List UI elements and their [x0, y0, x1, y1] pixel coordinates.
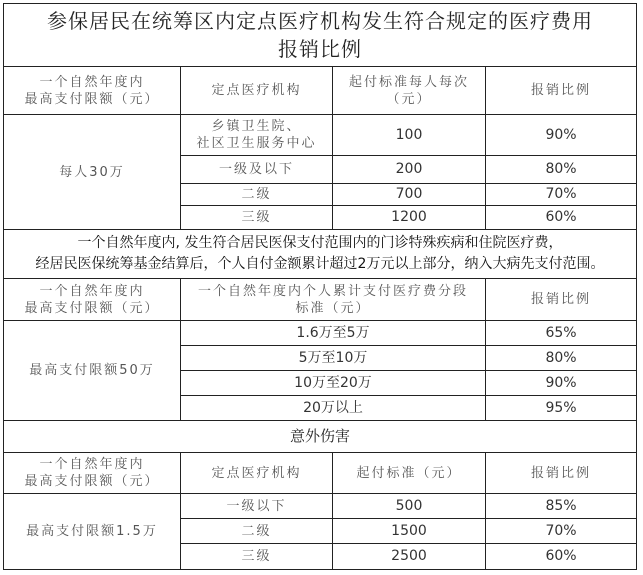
- note-row: [4, 230, 636, 279]
- s1-row1-institution: [181, 115, 333, 156]
- s3-header-ratio: 报销比例: [486, 453, 636, 494]
- s3-row3-institution: 三级: [181, 544, 333, 569]
- s2-row3-segment: 10万至20万: [181, 371, 486, 396]
- s2-header-segment: [181, 279, 486, 321]
- s3-row1-ratio: 85%: [486, 494, 636, 519]
- s1-row3-institution: 二级: [181, 184, 333, 206]
- s1-row1-threshold: 100: [333, 115, 486, 156]
- s2-row3-ratio: 90%: [486, 371, 636, 396]
- s1-row4-institution: 三级: [181, 206, 333, 230]
- s1-row2-ratio: 80%: [486, 156, 636, 184]
- s3-limit-value: 最高支付限额1.5万: [4, 494, 181, 569]
- header-text: 最高支付限额（元）: [24, 474, 160, 489]
- s2-row4-ratio: 95%: [486, 396, 636, 421]
- s1-row3-ratio: 70%: [486, 184, 636, 206]
- header-text: 最高支付限额（元）: [24, 91, 160, 107]
- s2-limit-value: 最高支付限额50万: [4, 321, 181, 421]
- s3-header-limit: [4, 453, 181, 494]
- s3-row2-threshold: 1500: [333, 519, 486, 544]
- s1-row1-ratio: 90%: [486, 115, 636, 156]
- s3-row1-threshold: 500: [333, 494, 486, 519]
- s1-header-ratio: 报销比例: [486, 67, 636, 115]
- header-text: （元）: [386, 91, 432, 107]
- title-line-1: 参保居民在统筹区内定点医疗机构发生符合规定的医疗费用: [47, 9, 593, 33]
- s3-row2-institution: 二级: [181, 519, 333, 544]
- header-text: 一个自然年度内: [39, 457, 145, 472]
- header-text: 最高支付限额（元）: [24, 300, 160, 316]
- s1-row4-ratio: 60%: [486, 206, 636, 230]
- header-text: 一个自然年度内: [39, 283, 145, 299]
- s1-limit-value: 每人30万: [4, 115, 181, 230]
- s3-row3-ratio: 60%: [545, 548, 577, 564]
- reimbursement-table: [3, 3, 637, 570]
- s3-row3-threshold: 2500: [333, 544, 486, 569]
- header-text: 一个自然年度内: [39, 74, 145, 90]
- s1-header-limit: [4, 67, 181, 115]
- s2-header-ratio: 报销比例: [486, 279, 636, 321]
- cell-text: 社区卫生服务中心: [196, 136, 317, 151]
- table-title: [4, 4, 636, 67]
- s3-header-threshold: 起付标准（元）: [333, 453, 486, 494]
- s2-row1-segment: 1.6万至5万: [181, 321, 486, 346]
- s1-row2-institution: 一级及以下: [181, 156, 333, 184]
- s2-row1-ratio: 65%: [486, 321, 636, 346]
- s2-row2-segment: 5万至10万: [181, 346, 486, 371]
- s2-row2-ratio: 80%: [486, 346, 636, 371]
- s3-header-institution: 定点医疗机构: [181, 453, 333, 494]
- s3-row2-ratio: 70%: [486, 519, 636, 544]
- s2-row4-segment: 20万以上: [181, 396, 486, 421]
- section-accident-title: 意外伤害: [4, 421, 636, 453]
- s1-header-threshold: [333, 67, 486, 115]
- note-line-1: 一个自然年度内, 发生符合居民医保支付范围内的门诊特殊疾病和住院医疗费，: [77, 235, 563, 251]
- note-line-2: 经居民医保统筹基金结算后，个人自付金额累计超过2万元以上部分，纳入大病先支付范围。: [35, 256, 605, 272]
- s1-row2-threshold: 200: [333, 156, 486, 184]
- header-text: 标准（元）: [295, 300, 371, 316]
- s1-row4-threshold: 1200: [333, 206, 486, 230]
- s2-header-limit: [4, 279, 181, 321]
- s1-header-institution: 定点医疗机构: [181, 67, 333, 115]
- s3-row1-institution: 一级以下: [181, 494, 333, 519]
- s1-row3-threshold: 700: [333, 184, 486, 206]
- cell-text: 乡镇卫生院、: [211, 119, 302, 134]
- title-line-2: 报销比例: [278, 37, 362, 61]
- header-text: 起付标准每人每次: [348, 74, 469, 90]
- header-text: 一个自然年度内个人累计支付医疗费分段: [197, 283, 468, 299]
